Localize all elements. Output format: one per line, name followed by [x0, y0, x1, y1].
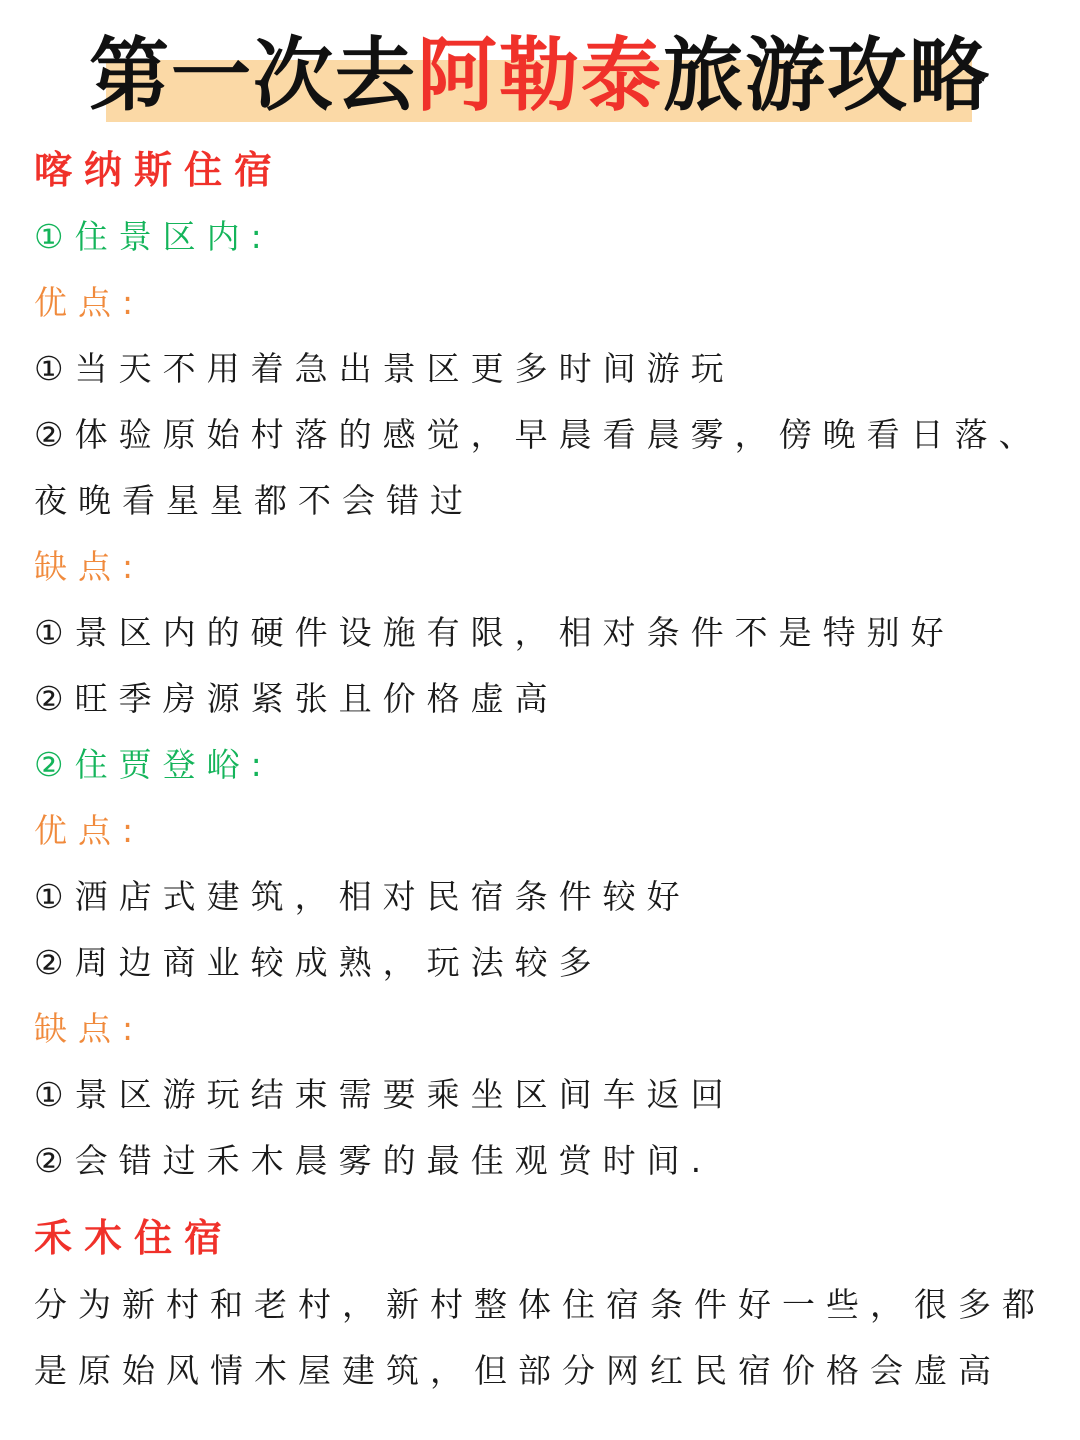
pros-item-continued: 夜晚看星星都不会错过 — [34, 481, 474, 520]
section-heading-kanas: 喀纳斯住宿 — [34, 148, 285, 192]
title-part-3: 旅游攻略 — [663, 29, 991, 122]
pros-label: 优点: — [34, 283, 145, 322]
cons-label: 缺点: — [34, 1009, 145, 1048]
pros-item: ②体验原始村落的感觉，早晨看晨雾，傍晚看日落、 — [34, 415, 1043, 454]
article-body — [34, 136, 1054, 1404]
cons-item: ①景区内的硬件设施有限，相对条件不是特别好 — [34, 613, 955, 652]
option-title-jiadengyu: ②住贾登峪: — [34, 745, 273, 784]
pros-item: ②周边商业较成熟，玩法较多 — [34, 943, 603, 982]
cons-item: ①景区游玩结束需要乘坐区间车返回 — [34, 1075, 735, 1114]
page-title — [89, 26, 991, 126]
title-banner — [0, 26, 1080, 130]
cons-item: ②旺季房源紧张且价格虚高 — [34, 679, 559, 718]
paragraph-line: 是原始风情木屋建筑，但部分网红民宿价格会虚高 — [34, 1351, 1002, 1390]
pros-label: 优点: — [34, 811, 145, 850]
section-spacer — [34, 1194, 1054, 1204]
pros-item: ①酒店式建筑，相对民宿条件较好 — [34, 877, 691, 916]
pros-item: ①当天不用着急出景区更多时间游玩 — [34, 349, 735, 388]
cons-label: 缺点: — [34, 547, 145, 586]
option-title-in-scenic-area: ①住景区内: — [34, 217, 273, 256]
title-part-1: 第一次去 — [89, 29, 417, 122]
cons-item: ②会错过禾木晨雾的最佳观赏时间. — [34, 1141, 713, 1180]
title-part-2-highlight: 阿勒泰 — [417, 29, 663, 122]
section-heading-hemu: 禾木住宿 — [34, 1216, 235, 1260]
paragraph-line: 分为新村和老村，新村整体住宿条件好一些，很多都 — [34, 1285, 1046, 1324]
